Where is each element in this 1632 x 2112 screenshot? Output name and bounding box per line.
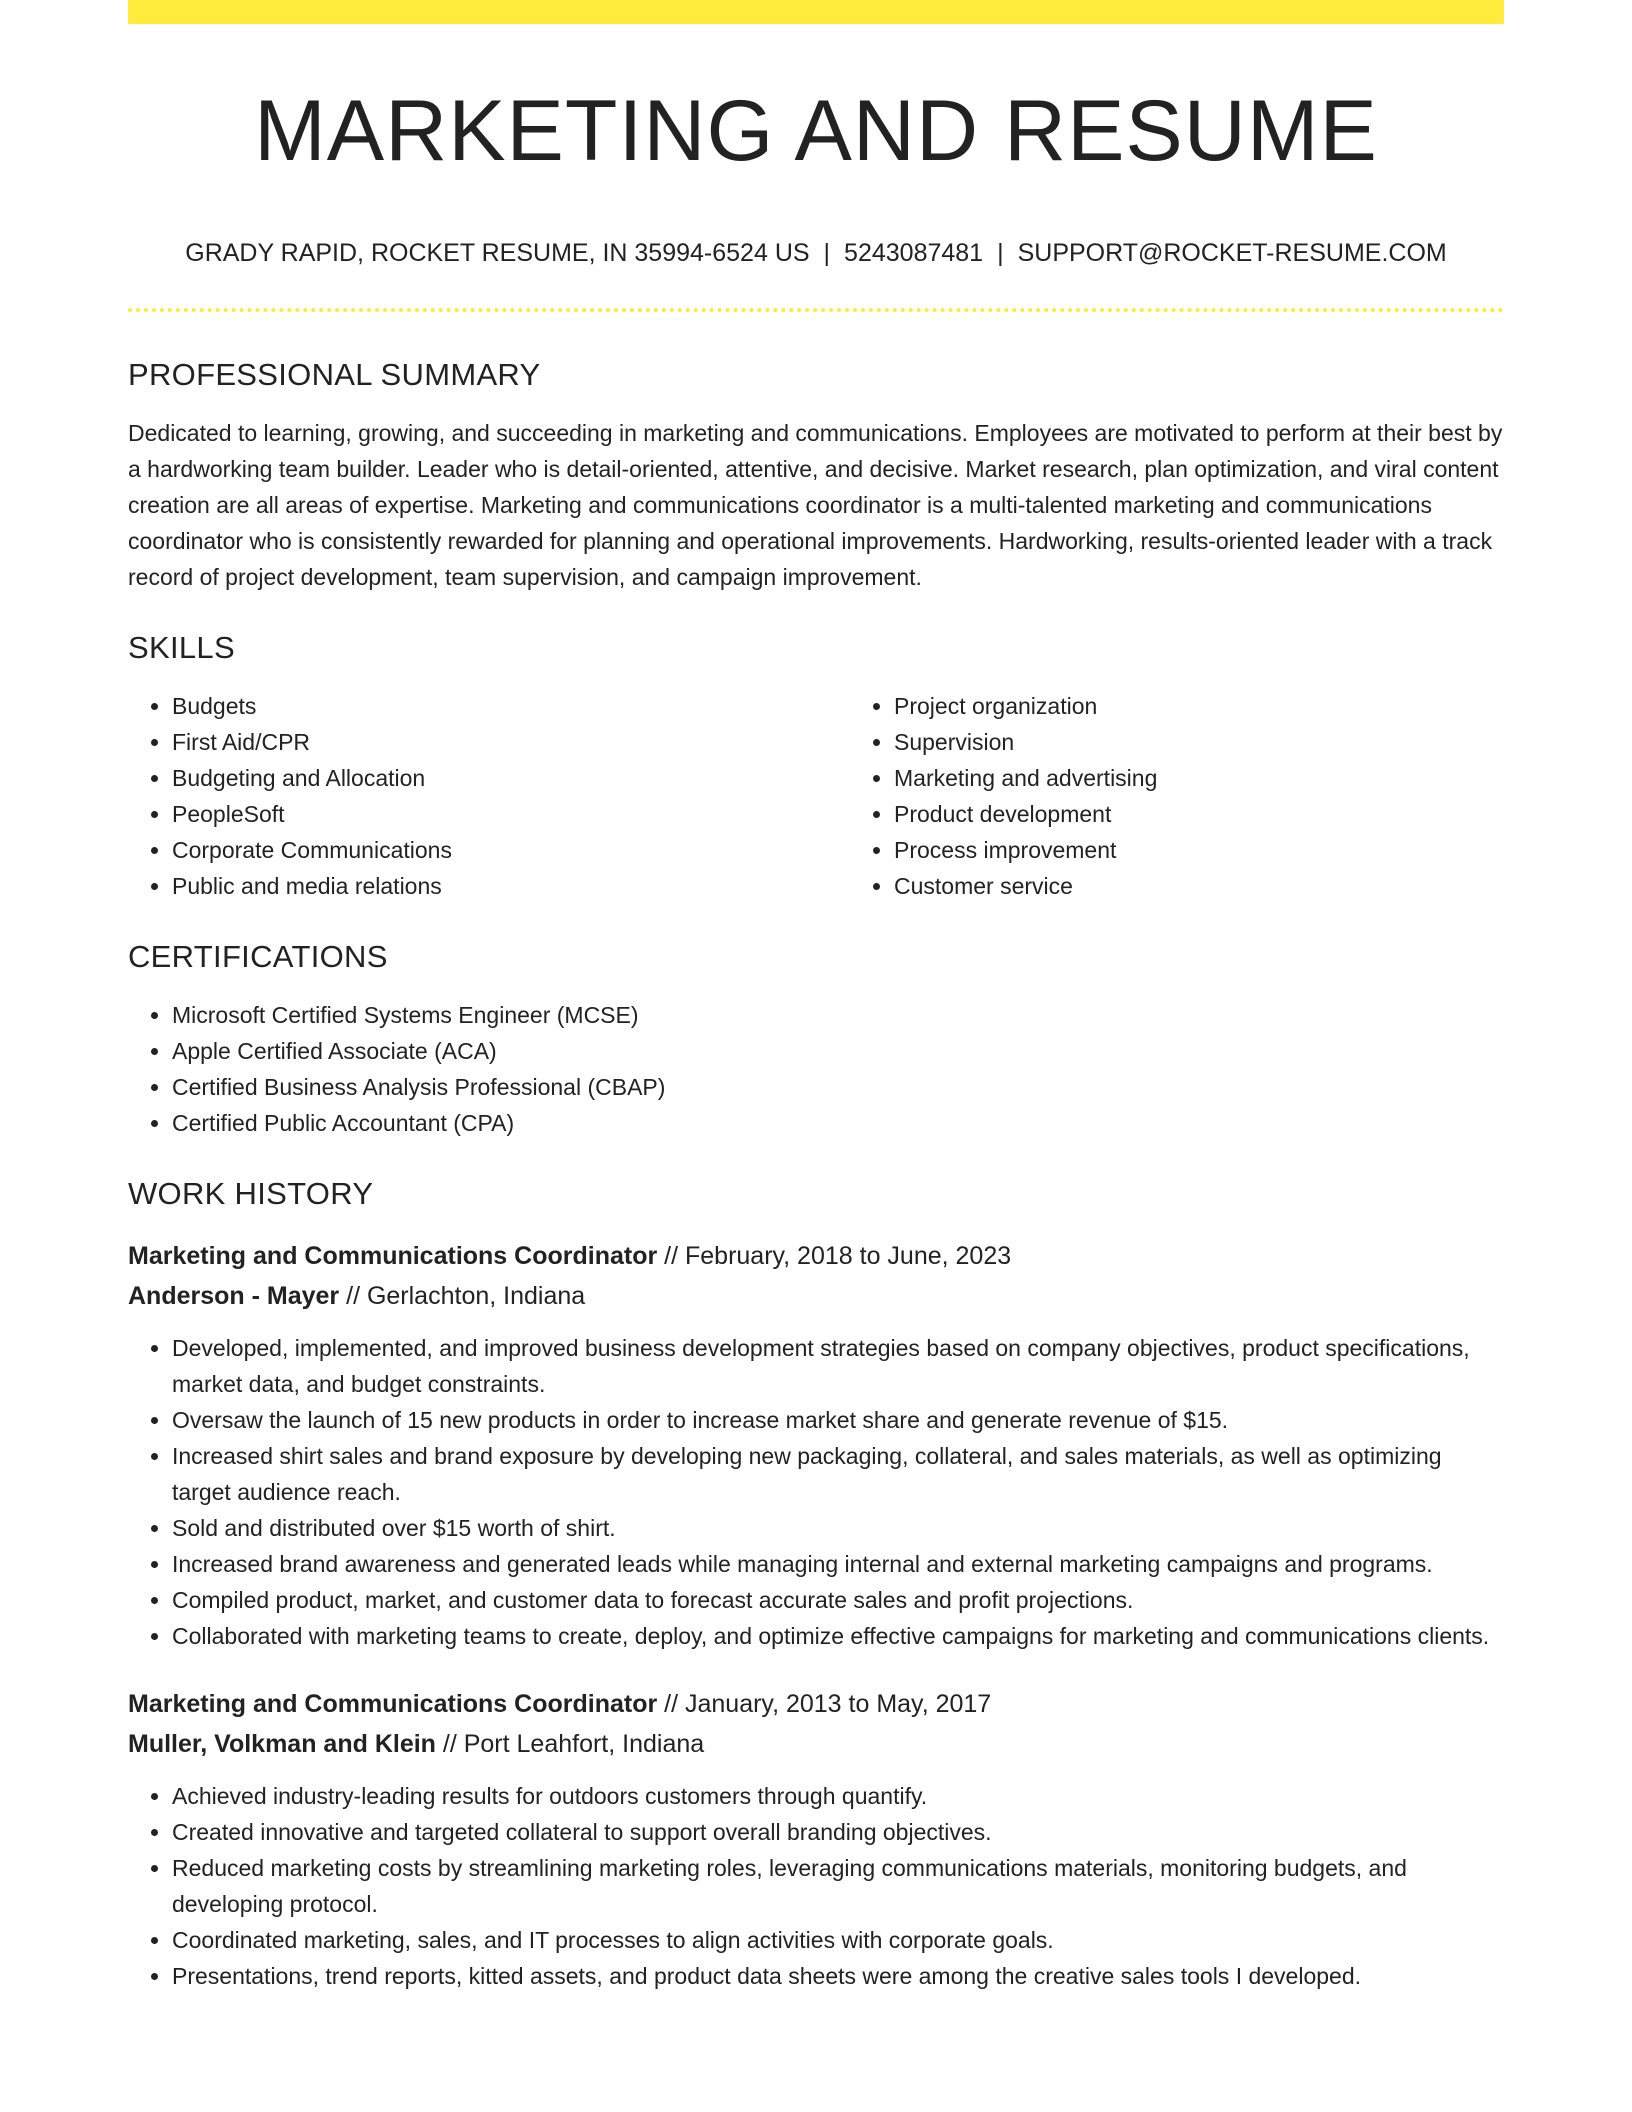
job-bullet: • Increased brand awareness and generated leads while managing internal and external marketing campaigns and programs. bbox=[172, 1546, 1504, 1582]
job-company-line bbox=[128, 1276, 1504, 1316]
skill-item: • Budgeting and Allocation bbox=[172, 760, 850, 796]
contact-email: SUPPORT@ROCKET-RESUME.COM bbox=[1017, 238, 1447, 267]
job-bullets bbox=[128, 1778, 1504, 1994]
job-bullets bbox=[128, 1330, 1504, 1654]
contact-separator: | bbox=[823, 238, 831, 267]
skill-item: • Process improvement bbox=[894, 832, 1504, 868]
skills-heading: SKILLS bbox=[128, 629, 235, 665]
summary-heading: PROFESSIONAL SUMMARY bbox=[128, 356, 541, 392]
skill-item: • Product development bbox=[894, 796, 1504, 832]
skill-item: • Customer service bbox=[894, 868, 1504, 904]
job-company: Anderson - Mayer bbox=[128, 1282, 340, 1311]
job-bullet: • Sold and distributed over $15 worth of shirt. bbox=[172, 1510, 1504, 1546]
certification-item: • Microsoft Certified Systems Engineer (MCSE) bbox=[172, 997, 1504, 1033]
certification-item: • Certified Public Accountant (CPA) bbox=[172, 1105, 1504, 1141]
skill-item: • First Aid/CPR bbox=[172, 724, 850, 760]
certifications-heading: CERTIFICATIONS bbox=[128, 938, 388, 974]
certification-item: • Certified Business Analysis Professional (CBAP) bbox=[172, 1069, 1504, 1105]
job-bullet: • Developed, implemented, and improved business development strategies based on company objectives, product specifications, market data, and budget constraints. bbox=[172, 1330, 1504, 1402]
skills-column-left bbox=[128, 688, 850, 904]
resume-title: MARKETING AND RESUME bbox=[254, 83, 1378, 179]
job-entry bbox=[128, 1684, 1504, 1994]
job-bullet: • Compiled product, market, and customer data to forecast accurate sales and profit projections. bbox=[172, 1582, 1504, 1618]
job-dates: // January, 2013 to May, 2017 bbox=[657, 1690, 992, 1719]
job-bullet: • Achieved industry-leading results for outdoors customers through quantify. bbox=[172, 1778, 1504, 1814]
contact-line bbox=[128, 239, 1504, 268]
job-bullet: • Increased shirt sales and brand exposure by developing new packaging, collateral, and sales materials, as well as optimizing target audience reach. bbox=[172, 1438, 1504, 1510]
job-location: // Port Leahfort, Indiana bbox=[435, 1730, 705, 1759]
job-bullet: • Oversaw the launch of 15 new products in order to increase market share and generate revenue of $15. bbox=[172, 1402, 1504, 1438]
job-bullet: • Reduced marketing costs by streamlining marketing roles, leveraging communications materials, monitoring budgets, and developing protocol. bbox=[172, 1850, 1504, 1922]
skill-item: • Project organization bbox=[894, 688, 1504, 724]
skill-item: • Budgets bbox=[172, 688, 850, 724]
contact-address: GRADY RAPID, ROCKET RESUME, IN 35994-6524 US bbox=[185, 238, 810, 267]
certification-item: • Apple Certified Associate (ACA) bbox=[172, 1033, 1504, 1069]
contact-separator: | bbox=[997, 238, 1004, 267]
job-title-line bbox=[128, 1236, 1504, 1276]
job-company-line bbox=[128, 1724, 1504, 1764]
resume-page bbox=[128, 0, 1504, 1994]
job-title: Marketing and Communications Coordinator bbox=[128, 1242, 658, 1271]
skill-item: • Public and media relations bbox=[172, 868, 850, 904]
job-title: Marketing and Communications Coordinator bbox=[128, 1690, 658, 1719]
top-accent-bar bbox=[128, 0, 1504, 24]
skills-column-right bbox=[850, 688, 1504, 904]
skill-item: • Marketing and advertising bbox=[894, 760, 1504, 796]
job-company: Muller, Volkman and Klein bbox=[128, 1730, 436, 1759]
header-divider bbox=[128, 308, 1504, 312]
job-entry bbox=[128, 1236, 1504, 1654]
summary-text: Dedicated to learning, growing, and succeeding in marketing and communications. Employees are motivated to perform at their best by a hardworking team builder. Leader who is detail-oriented, attentive, and decisive. Market research, plan optimization, and viral content creation are all areas of expertise. Marketing and communications coordinator is a multi-talented marketing and communications coordinator who is consistently rewarded for planning and operational improvements. Hardworking, results-oriented leader with a track record of project development, team supervision, and campaign improvement. bbox=[128, 419, 1503, 590]
job-title-line bbox=[128, 1684, 1504, 1724]
skill-item: • Corporate Communications bbox=[172, 832, 850, 868]
job-bullet: • Created innovative and targeted collateral to support overall branding objectives. bbox=[172, 1814, 1504, 1850]
job-bullet: • Presentations, trend reports, kitted assets, and product data sheets were among the creative sales tools I developed. bbox=[172, 1958, 1504, 1994]
job-location: // Gerlachton, Indiana bbox=[339, 1282, 586, 1311]
job-dates: // February, 2018 to June, 2023 bbox=[657, 1242, 1012, 1271]
certifications-list bbox=[128, 997, 1504, 1141]
work-history-heading: WORK HISTORY bbox=[128, 1176, 374, 1212]
skill-item: • Supervision bbox=[894, 724, 1504, 760]
skills-list bbox=[128, 688, 1504, 904]
contact-phone: 5243087481 bbox=[844, 238, 984, 267]
job-bullet: • Collaborated with marketing teams to create, deploy, and optimize effective campaigns for marketing and communications clients. bbox=[172, 1618, 1504, 1654]
skill-item: • PeopleSoft bbox=[172, 796, 850, 832]
job-bullet: • Coordinated marketing, sales, and IT processes to align activities with corporate goals. bbox=[172, 1922, 1504, 1958]
